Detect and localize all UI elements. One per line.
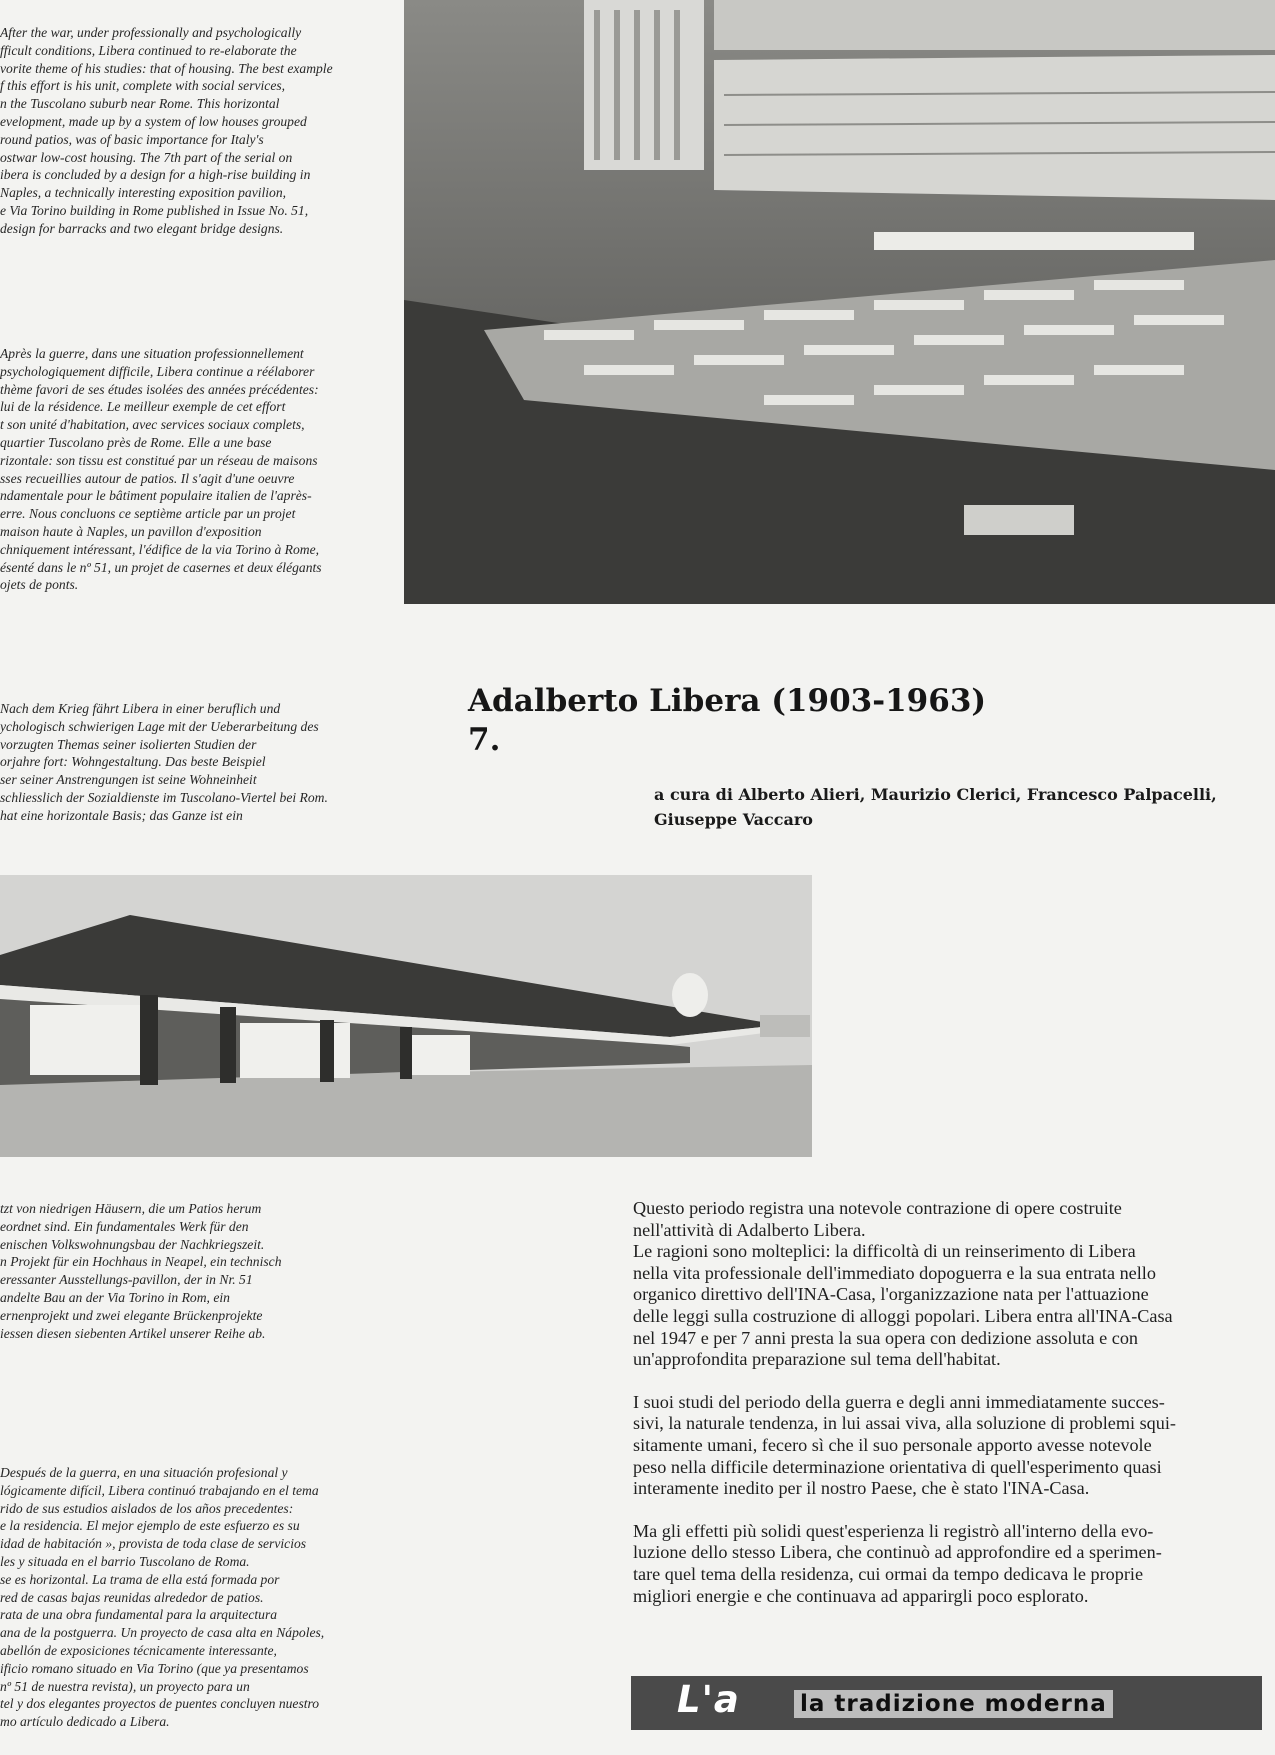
text-line: design for barracks and two elegant bridge designs.: [0, 220, 284, 236]
text-line: organico direttivo dell'INA-Casa, l'organizzazione nata per l'attuazione: [633, 1284, 1149, 1305]
text-line: Ma gli effetti più solidi quest'esperienza li registrò all'interno della evo-: [633, 1520, 1154, 1541]
text-line: interamente inedito per il nostro Paese, che è stato l'INA-Casa.: [633, 1478, 1090, 1499]
text-line: nel 1947 e per 7 anni presta la sua opera con dedizione assoluta e con: [633, 1327, 1139, 1348]
text-line: fficult conditions, Libera continued to re-elaborate the: [0, 42, 297, 58]
text-line: ésenté dans le nº 51, un projet de casernes et deux élégants: [0, 559, 322, 575]
text-line: ana de la postguerra. Un proyecto de casa alta en Nápoles,: [0, 1625, 325, 1641]
body-paragraph: [633, 1392, 1273, 1500]
text-line: luzione dello stesso Libera, che continuò ad approfondire ed a sperimen-: [633, 1542, 1162, 1563]
text-line: tzt von niedrigen Häusern, die um Patios herum: [0, 1201, 262, 1216]
text-line: ndamentale pour le bâtiment populaire italien de l'après-: [0, 488, 312, 504]
text-line: ser seiner Anstrengungen ist seine Wohneinheit: [0, 772, 257, 788]
text-line: lógicamente difícil, Libera continuó trabajando en el tema: [0, 1482, 319, 1498]
text-line: schliesslich der Sozialdienste im Tuscolano-Viertel bei Rom.: [0, 789, 328, 805]
body-paragraph: [633, 1198, 1273, 1371]
text-line: se es horizontal. La trama de ella está formada por: [0, 1571, 280, 1587]
text-line: abellón de exposiciones técnicamente interessante,: [0, 1642, 277, 1658]
text-line: rata de una obra fundamental para la arquitectura: [0, 1607, 278, 1623]
intro-french: [0, 345, 395, 594]
text-line: n the Tuscolano suburb near Rome. This horizontal: [0, 96, 280, 112]
text-line: migliori energie e che continuava ad apparirgli poco esplorato.: [633, 1585, 1089, 1606]
text-line: vorite theme of his studies: that of housing. The best example: [0, 60, 333, 76]
text-line: tel y dos elegantes proyectos de puentes concluyen nuestro: [0, 1696, 320, 1712]
text-line: un'approfondita preparazione sul tema dell'habitat.: [633, 1349, 1001, 1370]
text-line: n Projekt für ein Hochhaus in Neapel, ein technisch: [0, 1254, 282, 1270]
text-line: evelopment, made up by a system of low houses grouped: [0, 113, 307, 129]
text-line: red de casas bajas reunidas alrededor de patios.: [0, 1589, 264, 1605]
text-line: round patios, was of basic importance for Italy's: [0, 131, 264, 147]
banner-logo: L'a: [677, 1678, 740, 1721]
series-banner: [631, 1676, 1262, 1730]
text-line: ychologisch schwierigen Lage mit der Ueberarbeitung des: [0, 718, 319, 734]
text-line: hat eine horizontale Basis; das Ganze ist ein: [0, 807, 243, 823]
text-line: ostwar low-cost housing. The 7th part of the serial on: [0, 149, 293, 165]
article-credits: a cura di Alberto Alieri, Maurizio Clerici, Francesco Palpacelli, Giuseppe Vaccaro: [654, 785, 1217, 829]
text-line: andelte Bau an der Via Torino in Rom, ein: [0, 1289, 230, 1305]
intro-english: [0, 24, 395, 238]
title-number: 7.: [468, 722, 501, 758]
text-line: sses recueillies autour de patios. Il s'agit d'une oeuvre: [0, 470, 295, 486]
text-line: les y situada en el barrio Tuscolano de Roma.: [0, 1553, 250, 1569]
text-line: Le ragioni sono molteplici: la difficoltà di un reinserimento di Libera: [633, 1241, 1136, 1262]
text-line: psychologiquement difficile, Libera continue a réélaborer: [0, 363, 315, 379]
text-line: Nach dem Krieg fährt Libera in einer beruflich und: [0, 701, 281, 716]
text-line: nella vita professionale dell'immediato dopoguerra e la sua entrata nello: [633, 1262, 1156, 1283]
text-line: ernenprojekt und zwei elegante Brückenprojekte: [0, 1307, 263, 1323]
banner-series-title: la tradizione moderna: [794, 1690, 1113, 1718]
aerial-housing-photo: [404, 0, 1275, 604]
title-main: Adalberto Libera (1903-1963): [468, 683, 987, 719]
text-line: t son unité d'habitation, avec services sociaux complets,: [0, 417, 305, 433]
text-line: nº 51 de nuestra revista), un proyecto para un: [0, 1678, 250, 1694]
text-line: ojets de ponts.: [0, 577, 79, 593]
text-line: thème favori de ses études isolées des années précédentes:: [0, 381, 319, 397]
text-line: erre. Nous concluons ce septième article par un projet: [0, 506, 296, 522]
text-line: f this effort is his unit, complete with social services,: [0, 78, 286, 94]
text-line: Después de la guerra, en una situación profesional y: [0, 1465, 288, 1480]
text-line: delle leggi sulla costruzione di alloggi popolari. Libera entra all'INA-Casa: [633, 1305, 1173, 1326]
text-line: lui de la résidence. Le meilleur exemple de cet effort: [0, 399, 286, 415]
text-line: Après la guerre, dans une situation professionnellement: [0, 346, 304, 361]
text-line: sitamente umani, fecero sì che il suo personale apporto avesse notevole: [633, 1434, 1152, 1455]
text-line: eressanter Ausstellungs-pavillon, der in Nr. 51: [0, 1272, 253, 1288]
text-line: nell'attività di Adalberto Libera.: [633, 1219, 866, 1240]
text-line: e Via Torino building in Rome published in Issue No. 51,: [0, 202, 309, 218]
text-line: tare quel tema della residenza, cui ormai da tempo dedicava le proprie: [633, 1563, 1144, 1584]
text-line: enischen Volkswohnungsbau der Nachkriegszeit.: [0, 1236, 265, 1252]
text-line: rizontale: son tissu est constitué par un réseau de maisons: [0, 452, 318, 468]
text-line: Questo periodo registra una notevole contrazione di opere costruite: [633, 1198, 1122, 1218]
text-line: eordnet sind. Ein fundamentales Werk für den: [0, 1218, 249, 1234]
text-line: maison haute à Naples, un pavillon d'exposition: [0, 523, 262, 539]
text-line: e la residencia. El mejor ejemplo de este esfuerzo es su: [0, 1518, 300, 1534]
intro-german-part-2: [0, 1200, 395, 1342]
text-line: I suoi studi del periodo della guerra e degli anni immediatamente succes-: [633, 1391, 1165, 1412]
text-line: quartier Tuscolano près de Rome. Elle a une base: [0, 434, 272, 450]
text-line: iessen diesen siebenten Artikel unserer Reihe ab.: [0, 1325, 266, 1341]
text-line: peso nella difficile determinazione orientativa di quell'esperimento quasi: [633, 1456, 1162, 1477]
text-line: vorzugten Themas seiner isolierten Studien der: [0, 736, 257, 752]
text-line: idad de habitación », provista de toda clase de servicios: [0, 1536, 307, 1552]
text-line: rido de sus estudios aislados de los años precedentes:: [0, 1500, 294, 1516]
market-hall-photo: [0, 875, 812, 1157]
text-line: ificio romano situado en Via Torino (que ya presentamos: [0, 1660, 309, 1676]
text-line: Naples, a technically interesting exposition pavilion,: [0, 185, 287, 201]
intro-spanish: [0, 1464, 395, 1731]
text-line: orjahre fort: Wohngestaltung. Das beste Beispiel: [0, 754, 266, 770]
text-line: chniquement intéressant, l'édifice de la via Torino à Rome,: [0, 541, 320, 557]
text-line: sivi, la naturale tendenza, in lui assai viva, alla soluzione di problemi squi-: [633, 1413, 1176, 1434]
intro-german-part-1: [0, 700, 395, 825]
body-paragraph: [633, 1521, 1273, 1607]
article-body-italian: [633, 1198, 1273, 1628]
text-line: After the war, under professionally and psychologically: [0, 25, 302, 40]
text-line: ibera is concluded by a design for a high-rise building in: [0, 167, 311, 183]
article-title: [468, 682, 986, 760]
text-line: mo artículo dedicado a Libera.: [0, 1714, 170, 1730]
